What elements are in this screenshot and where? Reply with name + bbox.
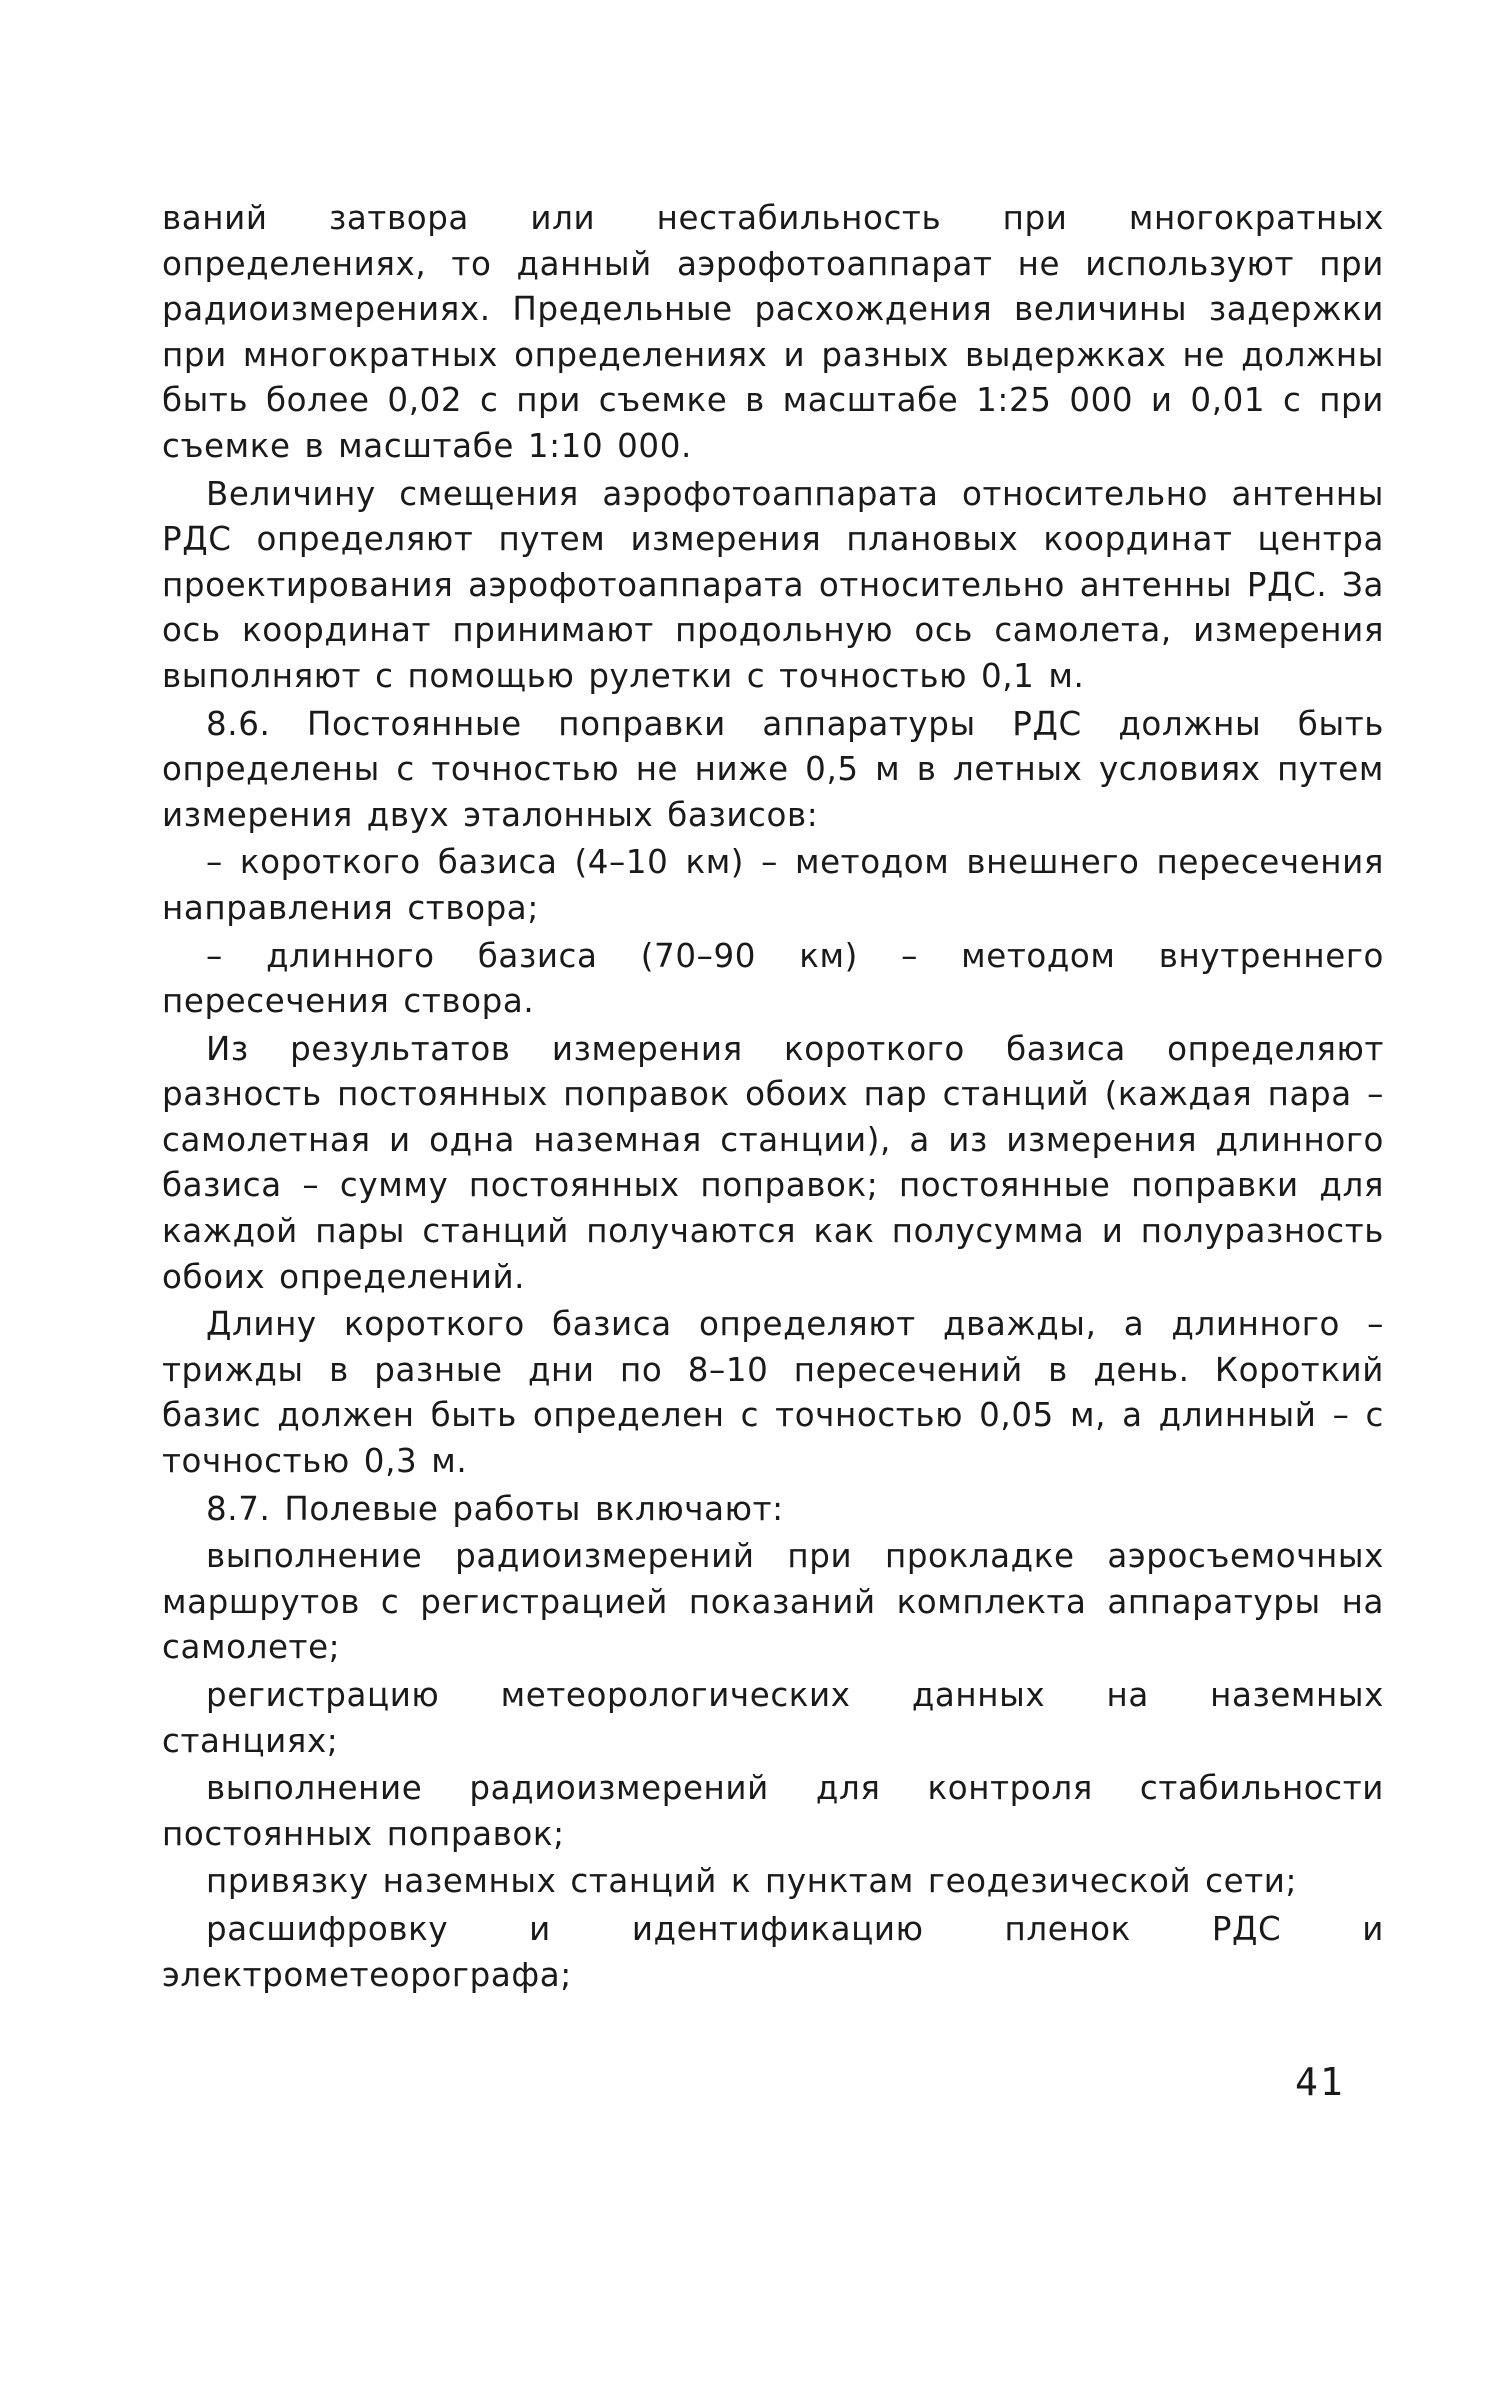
list-item-stability-control: выполнение радиоизмерений для контроля стабильности постоянных поправок;	[162, 1769, 1384, 1853]
list-item-meteo-registration: регистрацию метеорологических данных на наземных станциях;	[162, 1676, 1384, 1760]
list-item-short-baseline: – короткого базиса (4–10 км) – методом внешнего пересечения направления створа;	[162, 843, 1384, 927]
list-item-radio-measurements: выполнение радиоизмерений при прокладке аэросъемочных маршрутов с регистрацией показаний комплекта аппаратуры на самолете;	[162, 1537, 1384, 1667]
paragraph-baseline-length: Длину короткого базиса определяют дважды, а длинного – трижды в разные дни по 8–10 пересечений в день. Короткий базис должен быть определен с точностью 0,05 м, а длинный – с точностью 0,3 м.	[162, 1305, 1384, 1481]
list-item-long-baseline: – длинного базиса (70–90 км) – методом внутреннего пересечения створа.	[162, 936, 1384, 1021]
paragraph-continuation: ваний затвора или нестабильность при многократных определениях, то данный аэрофотоаппарат не используют при радиоизмерениях. Предельные расхождения величины задержки при многократных определениях и разных выдержках не должны быть более 0,02 с при съемке в масштабе 1:25 000 и 0,01 с при съемке в масштабе 1:10 000.	[162, 199, 1384, 465]
paragraph-antenna-offset: Величину смещения аэрофотоаппарата относительно антенны РДС определяют путем измерения плановых координат центра проектирования аэрофотоаппарата относительно антенны РДС. За ось координат принимают продольную ось самолета, измерения выполняют с помощью рулетки с точностью 0,1 м.	[162, 474, 1384, 695]
list-item-film-decoding: расшифровку и идентификацию пленок РДС и электрометеорографа;	[162, 1909, 1384, 1994]
paragraph-section-8-7: 8.7. Полевые работы включают:	[206, 1489, 784, 1528]
paragraph-baseline-results: Из результатов измерения короткого базиса определяют разность постоянных поправок обоих пар станций (каждая пара – самолетная и одна наземная станции), а из измерения длинного базиса – сумму постоянных поправок; постоянные поправки для каждой пары станций получаются как полусумма и полуразность обоих определений.	[162, 1029, 1384, 1296]
page-body	[162, 196, 1384, 2000]
page-number: 41	[1295, 2060, 1345, 2104]
list-item-station-binding: привязку наземных станций к пунктам геодезической сети;	[206, 1862, 1298, 1901]
paragraph-section-8-6: 8.6. Постоянные поправки аппаратуры РДС должны быть определены с точностью не ниже 0,5 м в летных условиях путем измерения двух эталонных базисов:	[162, 704, 1384, 834]
